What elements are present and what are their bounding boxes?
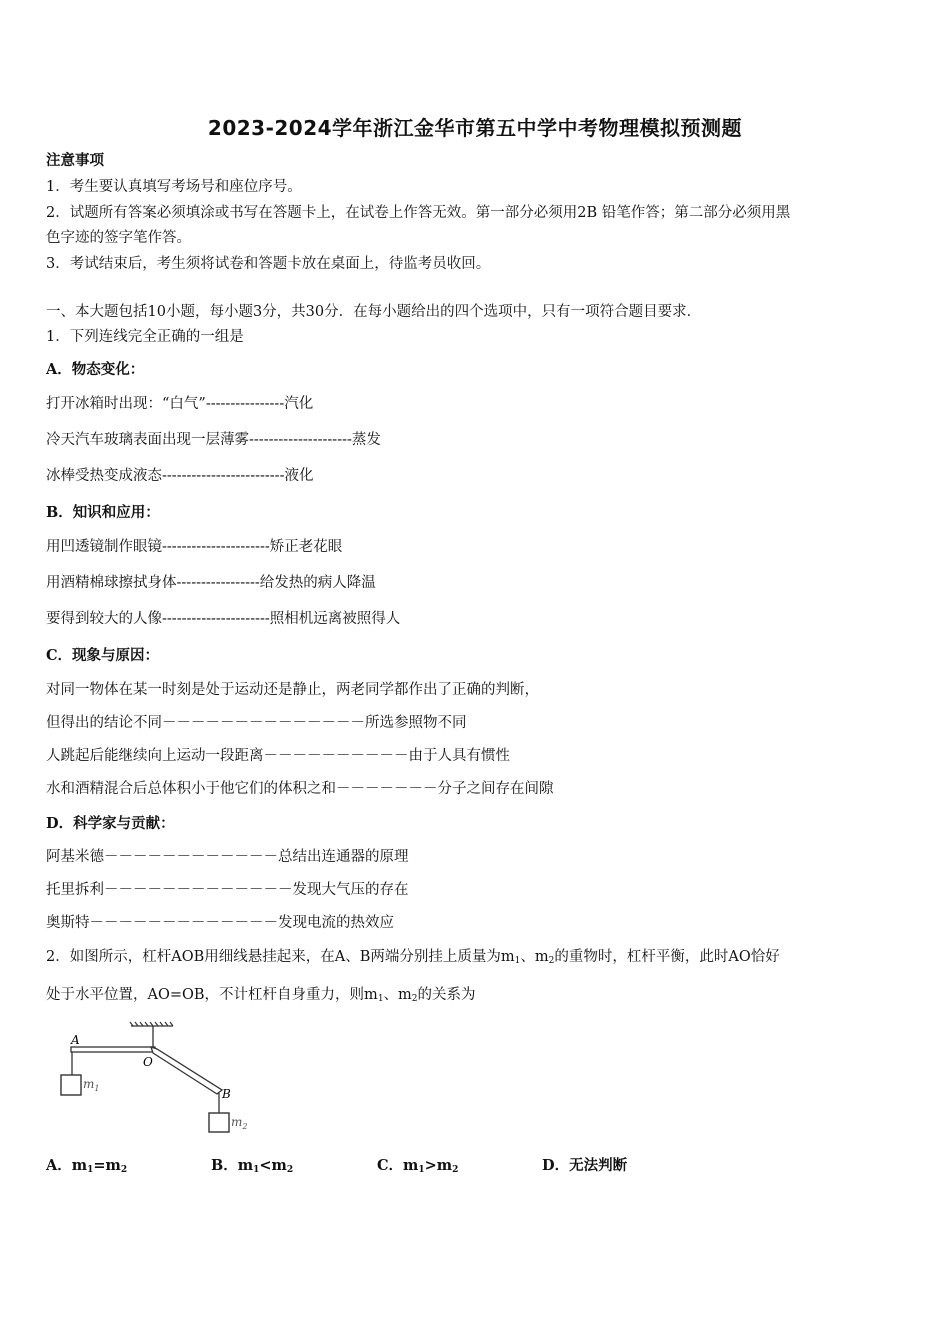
q1-option-d-label: D．科学家与贡献：	[46, 815, 175, 832]
q1-option-b-line: 用酒精棉球擦拭身体-----------------给发热的病人降温	[46, 575, 376, 591]
label-m1-sub: 1	[94, 1084, 100, 1093]
svg-text:m1	[83, 1077, 99, 1093]
notice-item: 色字迹的签字笔作答。	[46, 230, 191, 246]
label-a: A	[71, 1033, 80, 1047]
q1-option-d-line: 奥斯特－－－－－－－－－－－－－发现电流的热效应	[46, 915, 394, 931]
q1-option-b-line: 用凹透镜制作眼镜----------------------矫正老花眼	[46, 539, 343, 555]
question-2-stem-line2: 处于水平位置，AO=OB，不计杠杆自身重力，则$m_1$、$m_2$的关系为	[46, 987, 476, 1004]
notice-heading: 注意事项	[46, 152, 104, 169]
q1-option-d-line: 托里拆利－－－－－－－－－－－－－发现大气压的存在	[46, 882, 409, 898]
lever-arm-ob	[151, 1047, 222, 1094]
lever-diagram	[55, 1020, 265, 1135]
q1-option-d-line: 阿基米德－－－－－－－－－－－－总结出连通器的原理	[46, 849, 409, 865]
question-2-stem: 2．如图所示，杠杆AOB用细线悬挂起来，在A、B两端分别挂上质量为$m_1$、$m_2$的重物时，杠杆平衡，此时AO恰好	[46, 949, 780, 966]
label-b: B	[222, 1087, 231, 1101]
q1-option-c-line: 对同一物体在某一时刻是处于运动还是静止，两老同学都作出了正确的判断，	[46, 682, 539, 698]
page-title: 2023-2024学年浙江金华市第五中学中考物理模拟预测题	[207, 116, 743, 140]
mass-m2	[209, 1113, 229, 1132]
section-intro: 一、本大题包括10小题，每小题3分，共30分．在每小题给出的四个选项中，只有一项符合题目要求．	[46, 304, 702, 320]
q1-option-b-label: B．知识和应用：	[46, 504, 160, 521]
q2-option-a: A．$m_1=m_2$	[46, 1157, 128, 1175]
q2-option-b: B．$m_1<m_2$	[211, 1157, 294, 1175]
q2-option-c: C．$m_1>m_2$	[377, 1157, 459, 1175]
notice-item: 2．试题所有答案必须填涂或书写在答题卡上，在试卷上作答无效。第一部分必须用2B 铅笔作答；第二部分必须用黑	[46, 205, 791, 221]
q1-option-c-line: 但得出的结论不同－－－－－－－－－－－－－－所选参照物不同	[46, 715, 467, 731]
svg-text:m2	[231, 1115, 247, 1131]
label-m1: m	[83, 1077, 95, 1091]
q2-option-d: D．无法判断	[542, 1157, 628, 1174]
q1-option-c-line: 水和酒精混合后总体积小于他它们的体积之和－－－－－－－分子之间存在间隙	[46, 781, 554, 797]
q1-option-a-line: 冷天汽车玻璃表面出现一层薄雾---------------------蒸发	[46, 432, 381, 448]
ceiling-hatch	[130, 1022, 173, 1026]
label-m2-sub: 2	[242, 1122, 248, 1131]
q1-option-a-line: 冰棒受热变成液态-------------------------液化	[46, 468, 314, 484]
mass-m1	[61, 1075, 81, 1095]
q1-option-a-label: A．物态变化：	[46, 361, 145, 378]
q1-option-c-line: 人跳起后能继续向上运动一段距离－－－－－－－－－－由于人具有惯性	[46, 748, 510, 764]
question-1-stem: 1．下列连线完全正确的一组是	[46, 329, 244, 345]
q1-option-b-line: 要得到较大的人像----------------------照相机远离被照得人	[46, 611, 401, 627]
label-o: O	[143, 1055, 153, 1069]
label-m2: m	[231, 1115, 243, 1129]
lever-arm-ao	[71, 1047, 155, 1052]
q1-option-c-label: C．现象与原因：	[46, 647, 160, 664]
q1-option-a-line: 打开冰箱时出现：“白气”----------------汽化	[46, 396, 314, 412]
notice-item: 3．考试结束后，考生须将试卷和答题卡放在桌面上，待监考员收回。	[46, 256, 491, 272]
notice-item: 1．考生要认真填写考场号和座位序号。	[46, 179, 302, 195]
